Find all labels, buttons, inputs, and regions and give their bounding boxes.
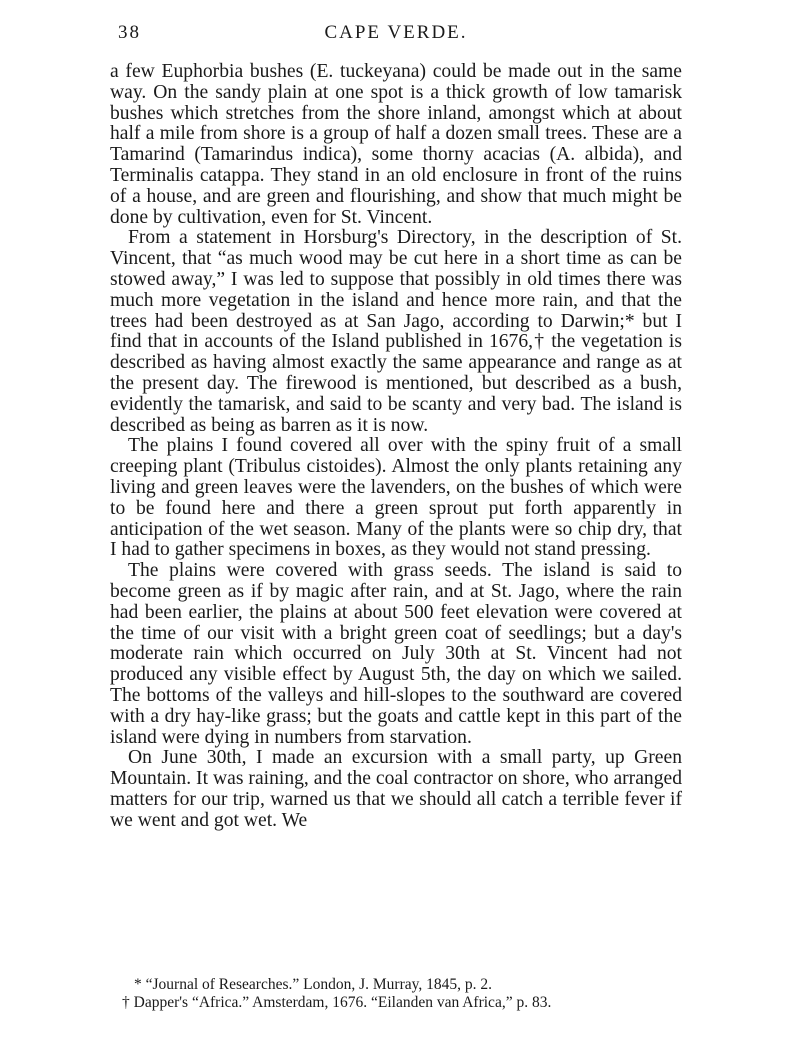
footnotes (110, 976, 682, 1012)
running-title: CAPE VERDE. (324, 22, 468, 43)
page-number: 38 (118, 22, 141, 43)
book-page (110, 22, 682, 831)
paragraph-4: The plains were covered with grass seeds. The island is said to become green as if by magic after rain, and at St. Jago, where the rain had been earlier, the plains at about 500 feet elevation were covered at the time of our visit with a bright green coat of seedlings; but a day's moderate rain which occurred on July 30th at St. Vincent had not produced any visible effect by August 5th, the day on which we sailed. The bottoms of the valleys and hill-slopes to the southward are covered with a dry hay-like grass; but the goats and cattle kept in this part of the island were dying in numbers from starvation. (110, 560, 682, 748)
footnote-2: † Dapper's “Africa.” Amsterdam, 1676. “Eilanden van Africa,” p. 83. (122, 994, 552, 1011)
running-head (110, 22, 682, 52)
paragraph-1: a few Euphorbia bushes (E. tuckeyana) could be made out in the same way. On the sandy plain at one spot is a thick growth of low tamarisk bushes which stretches from the shore inland, amongst which at about half a mile from shore is a group of half a dozen small trees. These are a Tamarind (Tamarindus indica), some thorny acacias (A. albida), and Terminalis catappa. They stand in an old enclosure in front of the ruins of a house, and are green and flourishing, and show that much might be done by cultivation, even for St. Vincent. (110, 61, 682, 228)
paragraph-2: From a statement in Horsburg's Directory, in the description of St. Vincent, that “as much wood may be cut here in a short time as can be stowed away,” I was led to suppose that possibly in old times there was much more vegetation in the island and hence more rain, and that the trees had been destroyed as at San Jago, according to Darwin;* but I find that in accounts of the Island published in 1676,† the vegetation is described as having almost exactly the same appearance and range as at the present day. The firewood is mentioned, but described as a bush, evidently the tamarisk, and said to be scanty and very bad. The island is described as being as barren as it is now. (110, 227, 682, 436)
body-text (110, 62, 682, 831)
paragraph-5: On June 30th, I made an excursion with a small party, up Green Mountain. It was raining, and the coal contractor on shore, who arranged matters for our trip, warned us that we should all catch a terrible fever if we went and got wet. We (110, 747, 682, 831)
paragraph-3: The plains I found covered all over with the spiny fruit of a small creeping plant (Tribulus cistoides). Almost the only plants retaining any living and green leaves were the lavenders, on the bushes of which were to be found here and there a green sprout put forth apparently in anticipation of the wet season. Many of the plants were so chip dry, that I had to gather specimens in boxes, as they would not stand pressing. (110, 435, 682, 561)
footnote-1: * “Journal of Researches.” London, J. Murray, 1845, p. 2. (134, 976, 492, 993)
